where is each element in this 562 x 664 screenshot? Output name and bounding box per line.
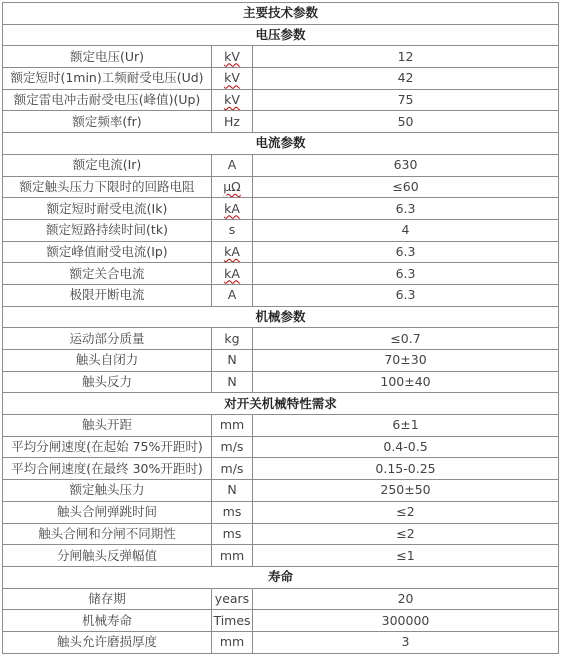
param-value: 6.3: [253, 263, 559, 285]
table-row: [3, 523, 559, 545]
param-value: 6.3: [253, 198, 559, 220]
param-name: 触头自闭力: [3, 350, 212, 372]
section-heading: 对开关机械特性需求: [3, 393, 559, 415]
param-name: 额定短时耐受电流(Ik): [3, 198, 212, 220]
param-unit: mm: [219, 417, 245, 433]
param-value: 0.4-0.5: [253, 436, 559, 458]
param-name: 触头开距: [3, 415, 212, 437]
param-name: 触头合闸和分闸不同期性: [3, 523, 212, 545]
param-name: 平均合闸速度(在最终 30%开距时): [3, 458, 212, 480]
spec-table: [2, 2, 559, 654]
table-row: [3, 610, 559, 632]
param-value: 20: [253, 588, 559, 610]
param-unit: kA: [224, 265, 240, 281]
table-row: [3, 89, 559, 111]
param-value: ≤2: [253, 523, 559, 545]
param-unit-cell: [212, 523, 253, 545]
param-name: 额定频率(fr): [3, 111, 212, 133]
param-value: 3: [253, 631, 559, 653]
param-name: 触头反力: [3, 371, 212, 393]
param-name: 额定峰值耐受电流(Ip): [3, 241, 212, 263]
param-value: 75: [253, 89, 559, 111]
param-unit-cell: [212, 198, 253, 220]
param-unit: A: [227, 157, 237, 173]
table-row: [3, 631, 559, 653]
table-row: [3, 371, 559, 393]
param-name: 额定电压(Ur): [3, 46, 212, 68]
param-unit-cell: [212, 458, 253, 480]
table-row: [3, 198, 559, 220]
param-unit: kV: [224, 70, 240, 86]
param-unit-cell: [212, 610, 253, 632]
table-row: [3, 241, 559, 263]
param-unit-cell: [212, 588, 253, 610]
section-header-row: [3, 306, 559, 328]
section-heading: 寿命: [3, 566, 559, 588]
param-unit: ms: [222, 504, 242, 520]
section-header-row: [3, 566, 559, 588]
param-value: 250±50: [253, 480, 559, 502]
param-unit-cell: [212, 480, 253, 502]
param-unit-cell: [212, 219, 253, 241]
param-value: 70±30: [253, 350, 559, 372]
param-value: ≤60: [253, 176, 559, 198]
param-name: 额定雷电冲击耐受电压(峰值)(Up): [3, 89, 212, 111]
table-row: [3, 436, 559, 458]
table-row: [3, 545, 559, 567]
param-value: 4: [253, 219, 559, 241]
param-unit-cell: [212, 176, 253, 198]
section-heading: 电压参数: [3, 24, 559, 46]
table-row: [3, 350, 559, 372]
table-row: [3, 415, 559, 437]
param-name: 运动部分质量: [3, 328, 212, 350]
param-unit-cell: [212, 501, 253, 523]
param-unit: s: [228, 222, 236, 238]
param-name: 额定短路持续时间(tk): [3, 219, 212, 241]
param-unit-cell: [212, 350, 253, 372]
section-heading: 电流参数: [3, 133, 559, 155]
table-row: [3, 154, 559, 176]
param-unit: kA: [224, 243, 240, 259]
table-row: [3, 284, 559, 306]
param-value: 6.3: [253, 241, 559, 263]
param-unit-cell: [212, 154, 253, 176]
param-unit-cell: [212, 284, 253, 306]
spec-table-body: [3, 3, 559, 654]
param-name: 触头合闸弹跳时间: [3, 501, 212, 523]
param-unit-cell: [212, 68, 253, 90]
section-header-row: [3, 133, 559, 155]
param-value: 42: [253, 68, 559, 90]
table-row: [3, 501, 559, 523]
param-value: 12: [253, 46, 559, 68]
param-value: 50: [253, 111, 559, 133]
param-name: 额定触头压力下限时的回路电阻: [3, 176, 212, 198]
param-unit: m/s: [220, 439, 244, 455]
param-unit: A: [227, 287, 237, 303]
table-title-row: [3, 3, 559, 25]
param-value: 0.15-0.25: [253, 458, 559, 480]
param-unit-cell: [212, 111, 253, 133]
param-unit-cell: [212, 415, 253, 437]
section-header-row: [3, 393, 559, 415]
table-row: [3, 219, 559, 241]
param-name: 分闸触头反弹幅值: [3, 545, 212, 567]
param-name: 触头允许磨损厚度: [3, 631, 212, 653]
param-name: 额定电流(Ir): [3, 154, 212, 176]
table-row: [3, 328, 559, 350]
param-unit: kA: [224, 200, 240, 216]
table-row: [3, 588, 559, 610]
param-unit-cell: [212, 241, 253, 263]
table-row: [3, 480, 559, 502]
param-unit: N: [227, 352, 237, 368]
param-unit-cell: [212, 436, 253, 458]
param-unit: mm: [219, 634, 245, 650]
param-value: ≤0.7: [253, 328, 559, 350]
param-value: ≤2: [253, 501, 559, 523]
param-name: 极限开断电流: [3, 284, 212, 306]
param-unit-cell: [212, 328, 253, 350]
table-row: [3, 111, 559, 133]
param-name: 平均分闸速度(在起始 75%开距时): [3, 436, 212, 458]
param-unit: N: [227, 482, 237, 498]
param-unit: m/s: [220, 460, 244, 476]
table-row: [3, 68, 559, 90]
param-value: 6±1: [253, 415, 559, 437]
param-unit-cell: [212, 631, 253, 653]
param-unit-cell: [212, 263, 253, 285]
param-unit-cell: [212, 545, 253, 567]
section-header-row: [3, 24, 559, 46]
param-unit: kV: [224, 92, 240, 108]
param-unit-cell: [212, 89, 253, 111]
section-heading: 机械参数: [3, 306, 559, 328]
param-unit: μΩ: [223, 178, 241, 194]
param-unit-cell: [212, 371, 253, 393]
param-unit: kg: [224, 330, 240, 346]
table-title: 主要技术参数: [3, 3, 559, 25]
table-row: [3, 46, 559, 68]
param-unit-cell: [212, 46, 253, 68]
param-unit: ms: [222, 525, 242, 541]
table-row: [3, 263, 559, 285]
param-name: 机械寿命: [3, 610, 212, 632]
param-value: 630: [253, 154, 559, 176]
param-unit: Hz: [224, 113, 240, 129]
param-unit: mm: [219, 547, 245, 563]
param-name: 额定短时(1min)工频耐受电压(Ud): [3, 68, 212, 90]
param-value: 100±40: [253, 371, 559, 393]
param-unit: kV: [224, 48, 240, 64]
param-value: 6.3: [253, 284, 559, 306]
param-unit: N: [227, 374, 237, 390]
param-name: 储存期: [3, 588, 212, 610]
table-row: [3, 176, 559, 198]
param-name: 额定触头压力: [3, 480, 212, 502]
param-value: 300000: [253, 610, 559, 632]
table-row: [3, 458, 559, 480]
param-unit: years: [214, 590, 250, 606]
param-name: 额定关合电流: [3, 263, 212, 285]
param-unit: Times: [213, 612, 251, 628]
param-value: ≤1: [253, 545, 559, 567]
